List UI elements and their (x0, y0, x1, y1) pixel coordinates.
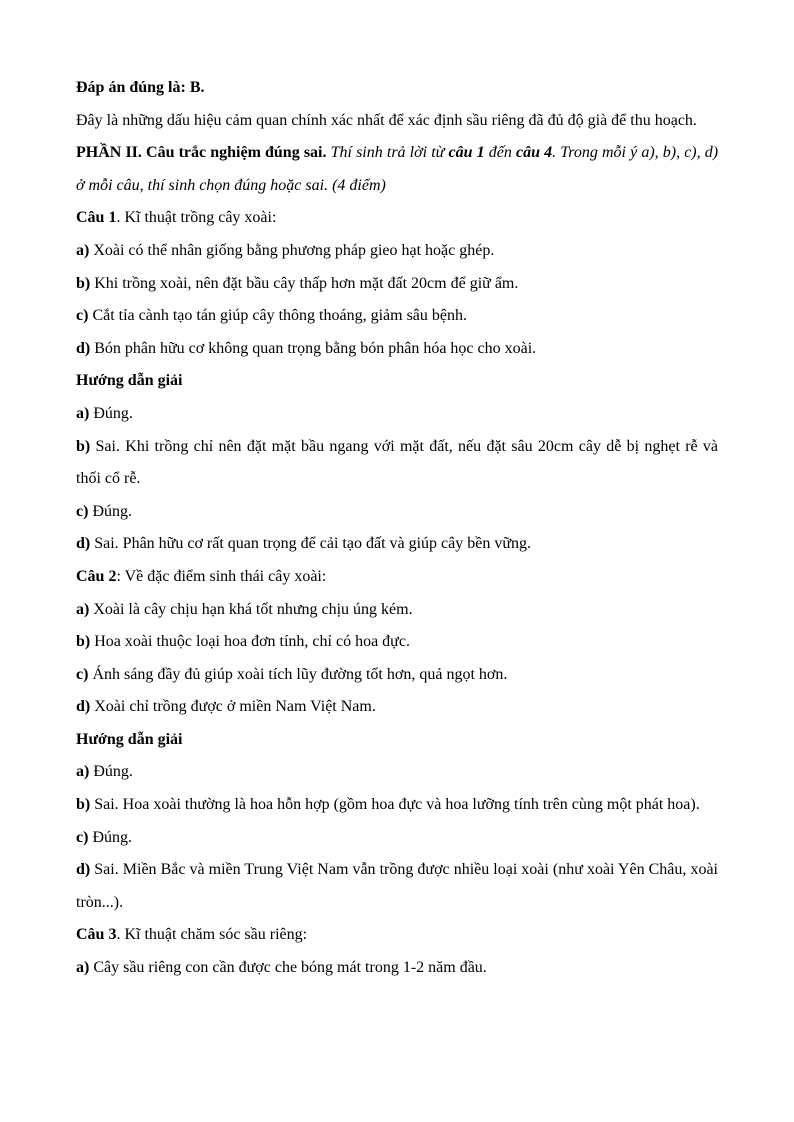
answer-letter: d) (76, 535, 91, 553)
section-instruction-1: Thí sinh trả lời từ (330, 144, 445, 162)
question-1 (76, 202, 718, 235)
option-letter: a) (76, 959, 90, 977)
question-1-stem: . Kĩ thuật trồng cây xoài: (116, 209, 277, 227)
option-letter: a) (76, 241, 90, 259)
question-3-option-a (76, 952, 718, 985)
option-text: Xoài có thể nhân giống bằng phương pháp gieo hạt hoặc ghép. (93, 241, 495, 259)
question-2-answer-a (76, 756, 718, 789)
answer-letter: b) (76, 796, 91, 814)
question-3-label: Câu 3 (76, 926, 117, 944)
option-letter: d) (76, 698, 91, 716)
question-1-answer-d (76, 528, 718, 561)
answer-letter: a) (76, 763, 90, 781)
option-text: Hoa xoài thuộc loại hoa đơn tính, chỉ có hoa đực. (94, 633, 410, 651)
answer-text: Sai. Khi trồng chỉ nên đặt mặt bầu ngang với mặt đất, nếu đặt sâu 20cm cây dễ bị nghẹt rễ và thối cổ rễ. (76, 437, 719, 488)
section-instruction-cau4: câu 4 (515, 144, 553, 162)
option-text: Khi trồng xoài, nên đặt bầu cây thấp hơn mặt đất 20cm để giữ ẩm. (94, 274, 519, 292)
section-heading (76, 137, 718, 202)
option-letter: a) (76, 600, 90, 618)
question-2-option-d (76, 691, 718, 724)
answer-text: Đúng. (92, 828, 132, 846)
answer-letter: d) (76, 861, 91, 879)
answer-letter: c) (76, 502, 89, 520)
answer-letter: c) (76, 828, 89, 846)
question-2-answer-d (76, 854, 718, 919)
section-title: PHẦN II. Câu trắc nghiệm đúng sai. (76, 144, 327, 162)
answer-text: Sai. Hoa xoài thường là hoa hỗn hợp (gồm hoa đực và hoa lưỡng tính trên cùng một phát hoa). (94, 796, 700, 814)
question-1-option-c (76, 300, 718, 333)
answer-text: Đúng. (93, 763, 133, 781)
option-letter: c) (76, 307, 89, 325)
question-1-option-a (76, 235, 718, 268)
answer-text: Sai. Miền Bắc và miền Trung Việt Nam vẫn trồng được nhiều loại xoài (như xoài Yên Châu, xoài tròn...). (76, 861, 718, 911)
question-2 (76, 561, 718, 594)
answer-text: Đúng. (93, 404, 133, 422)
question-2-stem: : Về đặc điểm sinh thái cây xoài: (116, 567, 327, 585)
option-text: Cây sầu riêng con cần được che bóng mát trong 1-2 năm đầu. (93, 959, 487, 977)
question-2-label: Câu 2 (76, 567, 117, 585)
answer-explanation: Đây là những dấu hiệu cảm quan chính xác nhất để xác định sầu riêng đã đủ độ già để thu hoạch. (76, 111, 697, 129)
question-3-stem: . Kĩ thuật chăm sóc sầu riêng: (116, 926, 308, 944)
option-letter: c) (76, 665, 89, 683)
answer-text: Sai. Phân hữu cơ rất quan trọng để cải tạo đất và giúp cây bền vững. (94, 535, 532, 553)
question-1-option-d (76, 333, 718, 366)
question-1-answer-b (76, 431, 718, 496)
answer-text: Đúng. (92, 502, 132, 520)
answer-letter: a) (76, 404, 90, 422)
question-2-guide-title: Hướng dẫn giải (76, 730, 183, 748)
option-text: Xoài chỉ trồng được ở miền Nam Việt Nam. (94, 698, 376, 716)
question-1-label: Câu 1 (76, 209, 117, 227)
question-1-option-b (76, 268, 718, 301)
option-letter: b) (76, 633, 91, 651)
question-2-answer-b (76, 789, 718, 822)
option-text: Xoài là cây chịu hạn khá tốt nhưng chịu úng kém. (93, 600, 413, 618)
document-body (76, 72, 718, 985)
section-instruction-2: đến (488, 144, 512, 162)
section-instruction-3: . Trong mỗi ý a), b), c), d) ở mỗi câu, thí sinh chọn đúng hoặc sai. (4 điểm) (76, 144, 719, 194)
option-letter: d) (76, 339, 91, 357)
option-text: Ánh sáng đầy đủ giúp xoài tích lũy đường tốt hơn, quả ngọt hơn. (92, 665, 508, 683)
option-text: Bón phân hữu cơ không quan trọng bằng bón phân hóa học cho xoài. (94, 339, 537, 357)
question-1-answer-c (76, 496, 718, 529)
answer-letter: b) (76, 437, 91, 455)
question-2-option-a (76, 594, 718, 627)
section-instruction-cau1: câu 1 (448, 144, 485, 162)
question-2-option-c (76, 659, 718, 692)
question-2-answer-c (76, 822, 718, 855)
answer-label: Đáp án đúng là: B. (76, 79, 205, 96)
option-text: Cắt tỉa cành tạo tán giúp cây thông thoáng, giảm sâu bệnh. (92, 307, 468, 325)
question-1-guide-title: Hướng dẫn giải (76, 372, 183, 390)
option-letter: b) (76, 274, 91, 292)
question-3 (76, 919, 718, 952)
question-2-option-b (76, 626, 718, 659)
question-1-answer-a (76, 398, 718, 431)
